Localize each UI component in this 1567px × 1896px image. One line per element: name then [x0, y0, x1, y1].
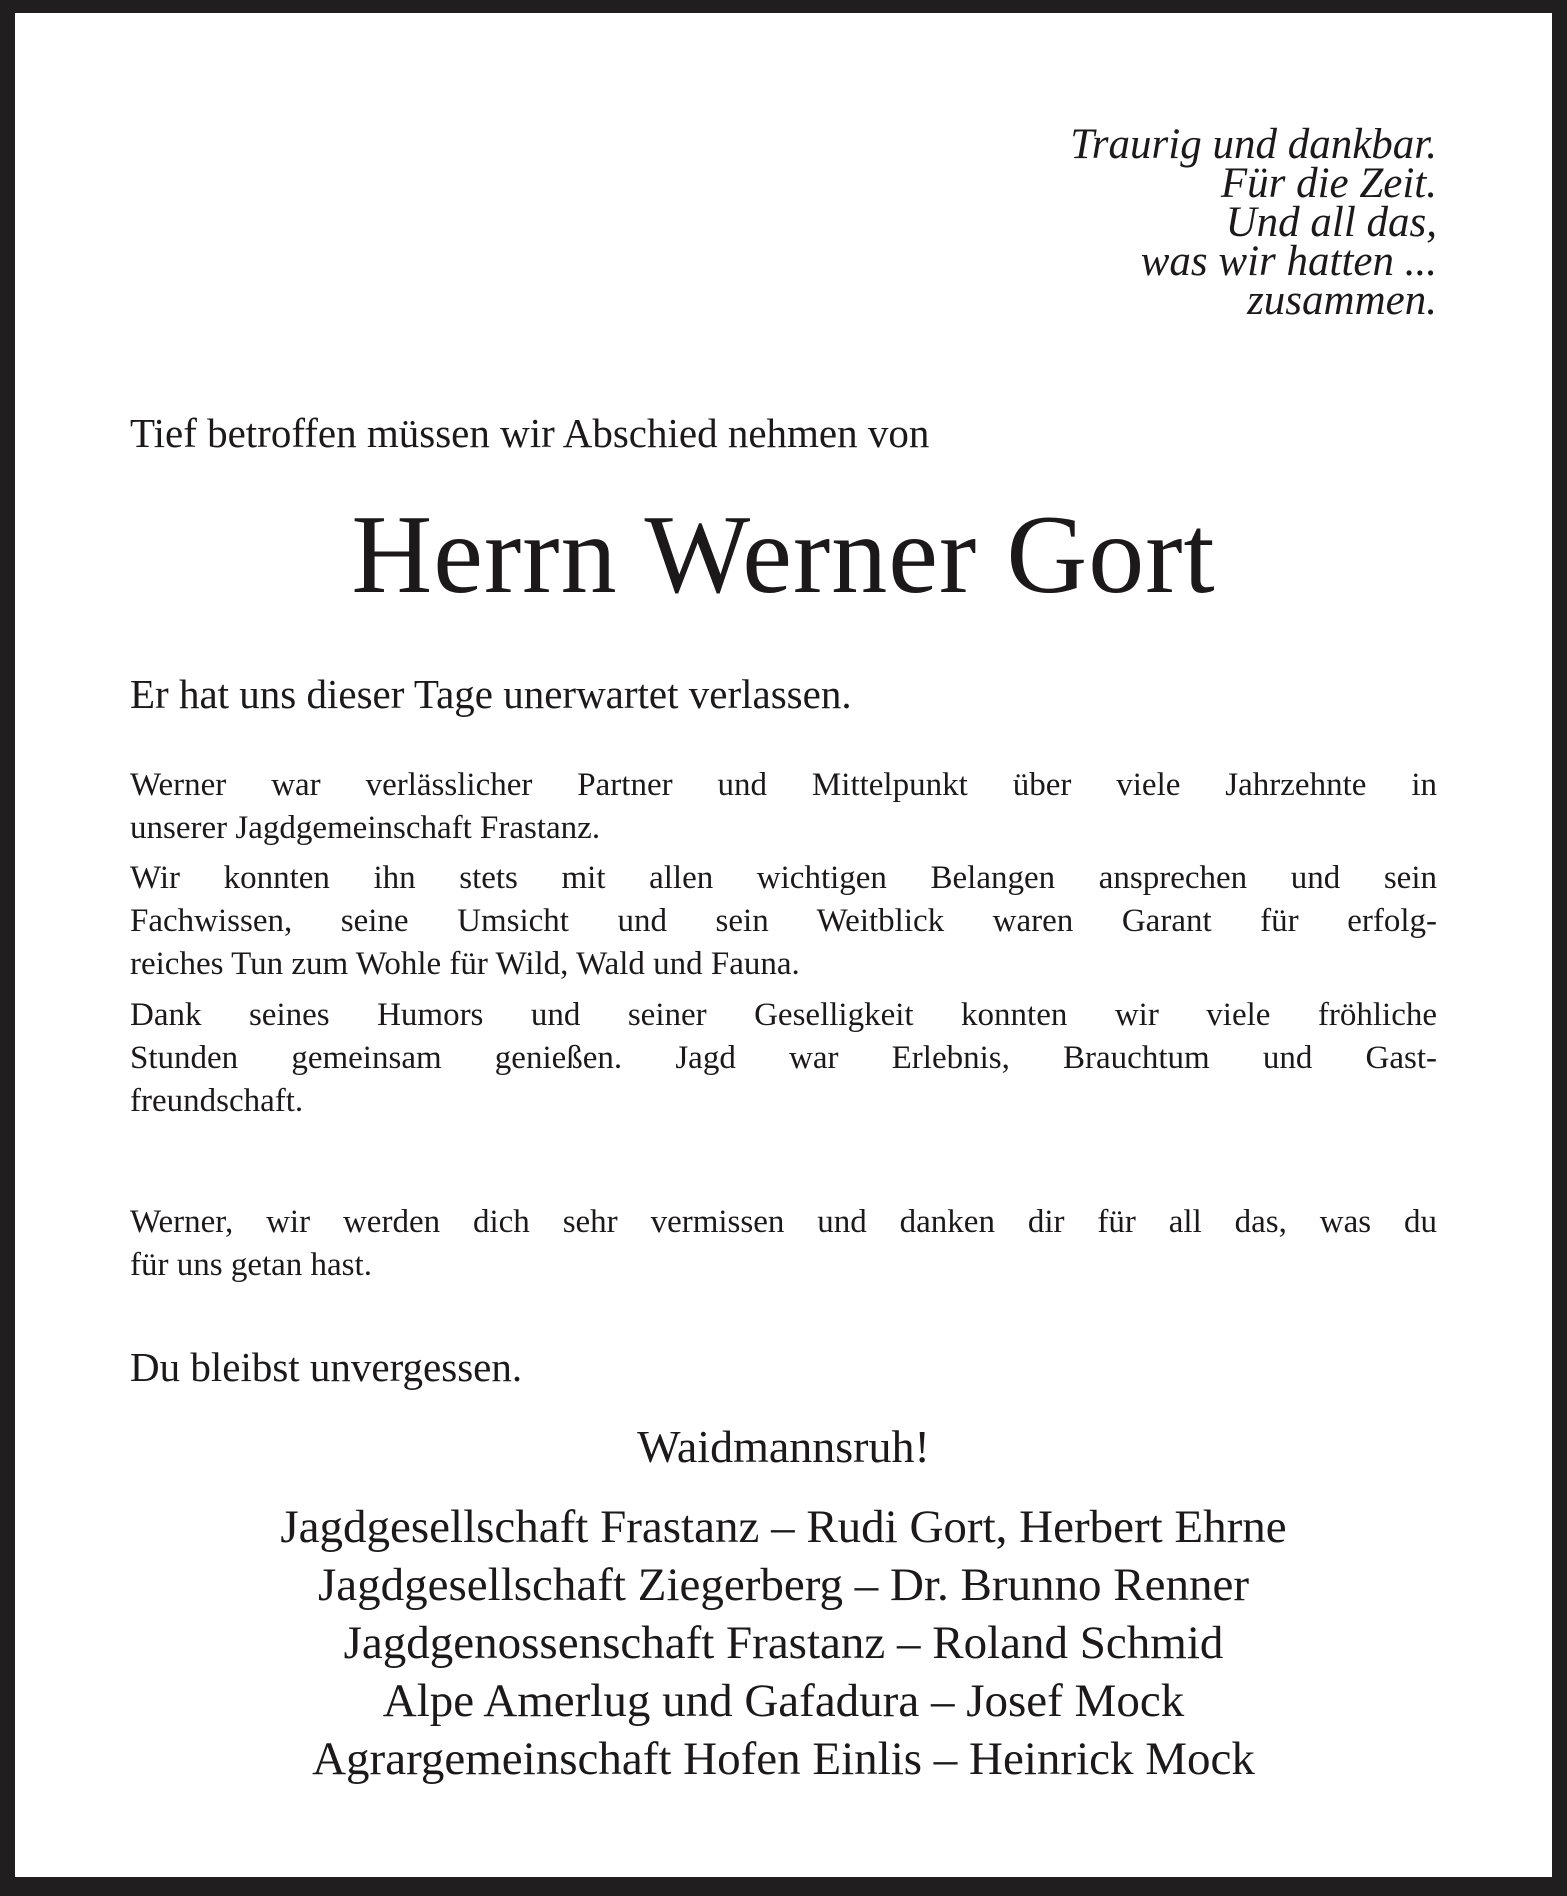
text-line: für uns getan hast.	[130, 1247, 372, 1283]
hunters-salute: Waidmannsruh!	[637, 1421, 930, 1472]
text-line: Jagdgenossenschaft Frastanz – Roland Schmid	[343, 1617, 1224, 1669]
text-line: Alpe Amerlug und Gafadura – Josef Mock	[382, 1675, 1185, 1727]
text-line: Dank seines Humors und seiner Geselligkeit konnten wir viele fröhliche	[130, 997, 1437, 1033]
text-line: Werner, wir werden dich sehr vermissen und danken dir für all das, was du	[130, 1204, 1437, 1240]
text-line: Für die Zeit.	[1220, 160, 1437, 207]
notice-content	[15, 121, 1552, 1896]
farewell-line: Du bleibst unvergessen.	[130, 1344, 523, 1390]
text-line: Und all das,	[1225, 199, 1437, 246]
text-line: Jagdgesellschaft Ziegerberg – Dr. Brunno Renner	[317, 1559, 1250, 1611]
text-line: was wir hatten ...	[1140, 238, 1437, 285]
text-line: Traurig und dankbar.	[1070, 121, 1437, 168]
text-line: Werner war verlässlicher Partner und Mittelpunkt über viele Jahrzehnte in	[130, 767, 1437, 803]
text-line: Stunden gemeinsam genießen. Jagd war Erlebnis, Brauchtum und Gast-	[130, 1040, 1437, 1076]
text-line: Agrargemeinschaft Hofen Einlis – Heinrick Mock	[312, 1733, 1255, 1785]
text-line: Wir konnten ihn stets mit allen wichtigen Belangen ansprechen und sein	[130, 860, 1437, 896]
body-paragraph	[130, 857, 1437, 986]
body-paragraph	[130, 764, 1437, 850]
body-paragraph	[130, 994, 1437, 1123]
deceased-name: Herrn Werner Gort	[351, 493, 1216, 617]
announcement-intro: Tief betroffen müssen wir Abschied nehmen von	[130, 410, 930, 456]
text-line: reiches Tun zum Wohle für Wild, Wald und Fauna.	[130, 946, 800, 982]
body-paragraph	[130, 1201, 1437, 1287]
signature-list	[130, 1498, 1437, 1788]
text-line: Jagdgesellschaft Frastanz – Rudi Gort, Herbert Ehrne	[280, 1501, 1287, 1553]
epigraph-motto	[130, 121, 1437, 324]
text-line: unserer Jagdgemeinschaft Frastanz.	[130, 810, 601, 846]
text-line: Fachwissen, seine Umsicht und sein Weitblick waren Garant für erfolg-	[130, 903, 1437, 939]
text-line: zusammen.	[1247, 277, 1437, 324]
text-line: freundschaft.	[130, 1083, 304, 1119]
announcement-lead: Er hat uns dieser Tage unerwartet verlassen.	[130, 671, 852, 717]
